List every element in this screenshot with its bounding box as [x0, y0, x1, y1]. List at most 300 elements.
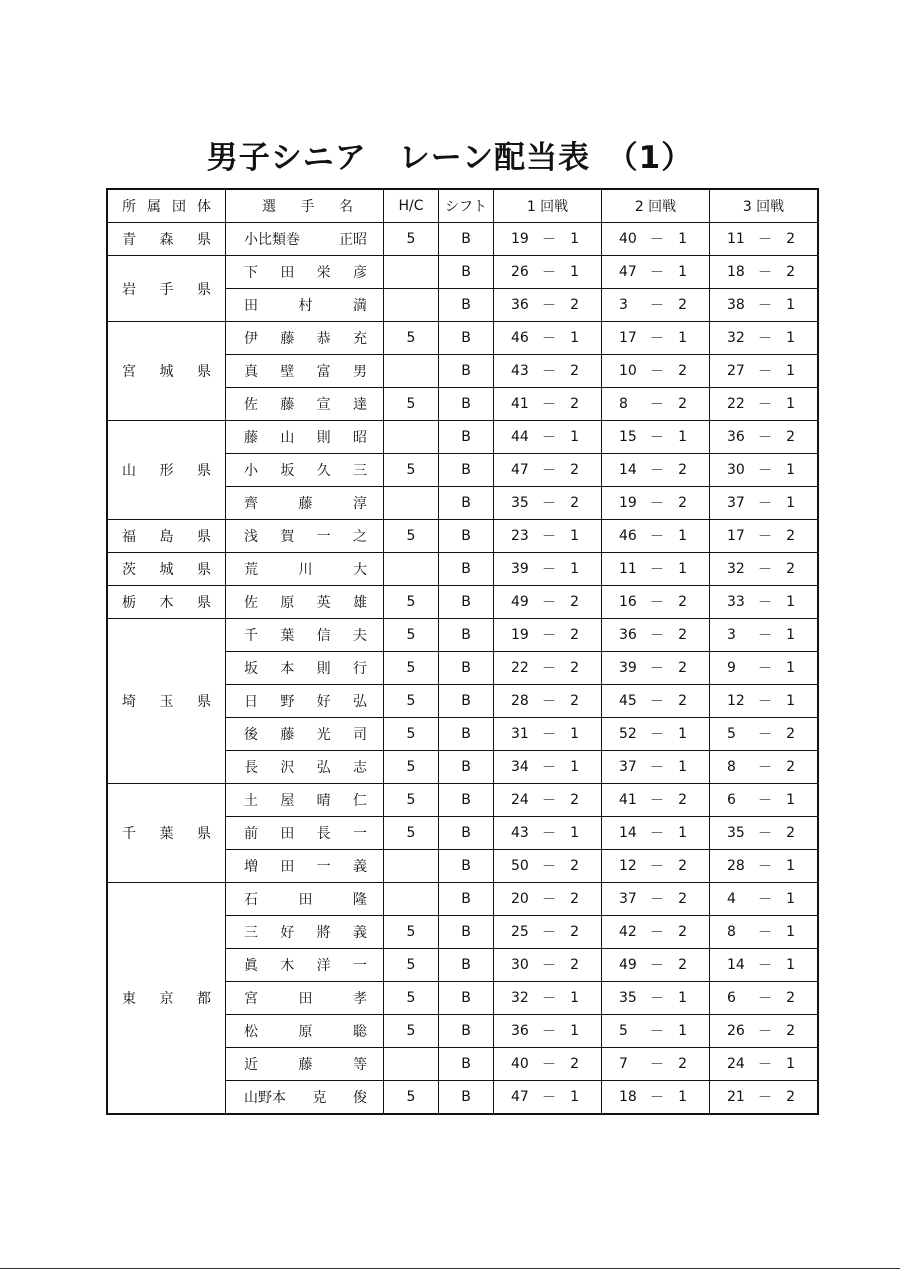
- shift-cell: B: [439, 850, 494, 883]
- shift-cell: B: [439, 421, 494, 454]
- lane-dash: －: [542, 892, 556, 908]
- team-name-char: 宮: [122, 364, 136, 380]
- player-name-part: 屋: [280, 793, 295, 809]
- game-1-lane-cell: [494, 1048, 602, 1081]
- lane-number: 35: [727, 825, 745, 841]
- lane-dash: －: [650, 925, 664, 941]
- player-name-part: 小比類巻: [244, 232, 300, 248]
- lane-dash: －: [542, 298, 556, 314]
- player-name-part: 田: [280, 826, 295, 842]
- header-name-char: 手: [300, 199, 315, 215]
- lane-number: 11: [619, 561, 637, 577]
- game-2-lane-cell: [602, 982, 710, 1015]
- handicap-cell: 5: [384, 586, 439, 619]
- lane-number: 49: [511, 594, 529, 610]
- lane-number: 30: [727, 462, 745, 478]
- lane-dash: －: [650, 1057, 664, 1073]
- game-2-lane-cell: [602, 1048, 710, 1081]
- lane-side: 1: [786, 891, 795, 907]
- lane-number: 39: [511, 561, 529, 577]
- player-name-part: 伊: [244, 331, 258, 347]
- lane-dash: －: [758, 1024, 772, 1040]
- player-name-part: 正昭: [339, 232, 367, 248]
- game-1-lane-cell: [494, 289, 602, 322]
- lane-number: 18: [619, 1089, 637, 1105]
- player-name-part: 土: [244, 793, 258, 809]
- player-name-part: 浅: [244, 529, 258, 545]
- lane-number: 23: [511, 528, 529, 544]
- game-2-lane-cell: [602, 685, 710, 718]
- game-3-lane-cell: [710, 718, 819, 751]
- player-name-part: 満: [353, 298, 367, 314]
- game-3-lane-cell: [710, 1081, 819, 1115]
- lane-side: 2: [570, 693, 579, 709]
- lane-side: 1: [786, 297, 795, 313]
- lane-number: 15: [619, 429, 637, 445]
- player-name-part: 昭: [352, 430, 367, 446]
- game-3-lane-cell: [710, 388, 819, 421]
- player-name-part: 晴: [316, 793, 331, 809]
- header-name-char: 名: [339, 199, 353, 215]
- player-name-part: 千: [244, 628, 258, 644]
- lane-number: 37: [619, 891, 637, 907]
- lane-number: 17: [619, 330, 637, 346]
- game-1-lane-cell: [494, 223, 602, 256]
- player-name-cell: [226, 520, 384, 553]
- game-1-lane-cell: [494, 718, 602, 751]
- handicap-cell: 5: [384, 652, 439, 685]
- player-name-part: 藤: [280, 331, 295, 347]
- team-cell: [107, 586, 226, 619]
- lane-dash: －: [758, 991, 772, 1007]
- lane-side: 1: [786, 858, 795, 874]
- game-3-lane-cell: [710, 520, 819, 553]
- shift-cell: B: [439, 1048, 494, 1081]
- lane-dash: －: [650, 595, 664, 611]
- lane-number: 20: [511, 891, 529, 907]
- lane-number: 14: [727, 957, 745, 973]
- shift-cell: B: [439, 586, 494, 619]
- player-name-cell: [226, 1048, 384, 1081]
- player-name-part: 田: [298, 892, 313, 908]
- lane-number: 31: [511, 726, 529, 742]
- player-name-part: 後: [244, 727, 258, 743]
- player-name-cell: [226, 289, 384, 322]
- lane-side: 1: [678, 264, 687, 280]
- lane-dash: －: [650, 694, 664, 710]
- lane-dash: －: [542, 1057, 556, 1073]
- lane-dash: －: [650, 661, 664, 677]
- lane-side: 1: [678, 231, 687, 247]
- team-name-char: 栃: [122, 595, 136, 611]
- lane-side: 1: [570, 528, 579, 544]
- handicap-cell: 5: [384, 685, 439, 718]
- lane-number: 43: [511, 825, 529, 841]
- lane-side: 2: [678, 792, 687, 808]
- handicap-cell: 5: [384, 1015, 439, 1048]
- game-2-lane-cell: [602, 289, 710, 322]
- game-3-lane-cell: [710, 685, 819, 718]
- lane-side: 1: [570, 561, 579, 577]
- lane-side: 1: [678, 759, 687, 775]
- lane-side: 2: [786, 264, 795, 280]
- game-1-lane-cell: [494, 916, 602, 949]
- table-row: [107, 520, 818, 553]
- lane-dash: －: [758, 265, 772, 281]
- player-name-cell: [226, 421, 384, 454]
- lane-number: 9: [727, 660, 736, 676]
- handicap-cell: 5: [384, 322, 439, 355]
- lane-number: 38: [727, 297, 745, 313]
- lane-dash: －: [650, 562, 664, 578]
- lane-dash: －: [542, 826, 556, 842]
- game-2-lane-cell: [602, 388, 710, 421]
- player-name-part: 志: [352, 760, 367, 776]
- player-name-part: 荒: [244, 562, 258, 578]
- game-3-lane-cell: [710, 586, 819, 619]
- lane-number: 24: [727, 1056, 745, 1072]
- game-1-lane-cell: [494, 553, 602, 586]
- lane-dash: －: [650, 892, 664, 908]
- lane-dash: －: [758, 760, 772, 776]
- player-name-part: 真: [244, 364, 258, 380]
- team-name-char: 岩: [122, 281, 136, 298]
- team-name-char: 東: [122, 991, 136, 1007]
- lane-side: 1: [786, 693, 795, 709]
- game-3-lane-cell: [710, 289, 819, 322]
- player-name-part: 田: [244, 298, 258, 314]
- lane-side: 1: [570, 231, 579, 247]
- lane-side: 1: [570, 264, 579, 280]
- handicap-cell: 5: [384, 916, 439, 949]
- lane-number: 47: [619, 264, 637, 280]
- game-2-lane-cell: [602, 355, 710, 388]
- lane-number: 28: [511, 693, 529, 709]
- player-name-cell: [226, 718, 384, 751]
- lane-dash: －: [650, 991, 664, 1007]
- player-name-part: 田: [280, 265, 295, 281]
- player-name-part: 信: [316, 628, 331, 644]
- lane-side: 2: [678, 495, 687, 511]
- game-1-lane-cell: [494, 355, 602, 388]
- team-name-char: 手: [159, 281, 174, 298]
- team-name-char: 福: [122, 529, 136, 545]
- lane-side: 2: [786, 825, 795, 841]
- lane-dash: －: [542, 727, 556, 743]
- lane-side: 2: [786, 561, 795, 577]
- player-name-part: 充: [352, 331, 367, 347]
- team-name-char: 県: [197, 364, 211, 380]
- game-2-lane-cell: [602, 256, 710, 289]
- game-1-lane-cell: [494, 883, 602, 916]
- team-name-char: 城: [159, 562, 174, 578]
- player-name-part: 原: [298, 1024, 313, 1040]
- game-2-lane-cell: [602, 817, 710, 850]
- lane-dash: －: [650, 463, 664, 479]
- team-name-char: 形: [159, 463, 174, 479]
- lane-side: 2: [570, 627, 579, 643]
- player-name-part: 増: [244, 859, 258, 875]
- player-name-cell: [226, 949, 384, 982]
- shift-cell: B: [439, 487, 494, 520]
- lane-dash: －: [542, 1090, 556, 1106]
- lane-dash: －: [542, 463, 556, 479]
- player-name-part: 木: [280, 958, 295, 974]
- game-3-lane-cell: [710, 619, 819, 652]
- game-2-lane-cell: [602, 718, 710, 751]
- lane-side: 1: [786, 396, 795, 412]
- lane-dash: －: [758, 232, 772, 248]
- player-name-part: 則: [316, 430, 331, 446]
- player-name-cell: [226, 652, 384, 685]
- player-name-cell: [226, 1015, 384, 1048]
- lane-side: 2: [678, 660, 687, 676]
- team-name-char: 島: [159, 529, 174, 545]
- lane-side: 2: [678, 297, 687, 313]
- player-name-part: 久: [316, 463, 331, 479]
- shift-cell: B: [439, 751, 494, 784]
- lane-dash: －: [758, 331, 772, 347]
- shift-cell: B: [439, 256, 494, 289]
- player-name-cell: [226, 784, 384, 817]
- game-1-lane-cell: [494, 586, 602, 619]
- lane-dash: －: [758, 694, 772, 710]
- handicap-cell: 5: [384, 619, 439, 652]
- game-2-lane-cell: [602, 1015, 710, 1048]
- lane-dash: －: [650, 727, 664, 743]
- player-name-part: 佐: [244, 595, 258, 611]
- handicap-cell: 5: [384, 520, 439, 553]
- player-name-part: 松: [244, 1024, 258, 1040]
- player-name-part: 義: [352, 859, 367, 875]
- player-name-part: 司: [352, 727, 367, 743]
- lane-side: 2: [570, 495, 579, 511]
- lane-dash: －: [758, 298, 772, 314]
- game-2-lane-cell: [602, 850, 710, 883]
- shift-cell: B: [439, 652, 494, 685]
- shift-cell: B: [439, 454, 494, 487]
- header-team-char: 所: [122, 199, 136, 215]
- lane-number: 26: [511, 264, 529, 280]
- player-name-cell: [226, 487, 384, 520]
- player-name-cell: [226, 322, 384, 355]
- player-name-part: 佐: [244, 397, 258, 413]
- shift-cell: B: [439, 916, 494, 949]
- handicap-cell: [384, 355, 439, 388]
- player-name-part: 石: [244, 892, 258, 908]
- handicap-cell: 5: [384, 388, 439, 421]
- lane-number: 17: [727, 528, 745, 544]
- lane-side: 1: [786, 792, 795, 808]
- handicap-cell: 5: [384, 223, 439, 256]
- game-1-lane-cell: [494, 1081, 602, 1115]
- lane-side: 2: [678, 363, 687, 379]
- lane-dash: －: [758, 364, 772, 380]
- shift-cell: B: [439, 223, 494, 256]
- player-name-part: 藤: [244, 430, 258, 446]
- lane-side: 1: [570, 726, 579, 742]
- lane-dash: －: [758, 793, 772, 809]
- player-name-cell: [226, 619, 384, 652]
- team-cell: [107, 784, 226, 883]
- handicap-cell: [384, 553, 439, 586]
- shift-cell: B: [439, 883, 494, 916]
- handicap-cell: [384, 289, 439, 322]
- player-name-part: 眞: [244, 958, 258, 974]
- header-handicap: H/C: [384, 189, 439, 223]
- game-2-lane-cell: [602, 949, 710, 982]
- lane-dash: －: [758, 826, 772, 842]
- lane-number: 30: [511, 957, 529, 973]
- player-name-part: 藤: [280, 727, 295, 743]
- shift-cell: B: [439, 982, 494, 1015]
- lane-number: 42: [619, 924, 637, 940]
- player-name-part: 孝: [353, 991, 367, 1007]
- lane-number: 24: [511, 792, 529, 808]
- lane-side: 1: [786, 627, 795, 643]
- lane-number: 19: [511, 627, 529, 643]
- lane-number: 22: [511, 660, 529, 676]
- game-2-lane-cell: [602, 1081, 710, 1115]
- lane-side: 2: [678, 858, 687, 874]
- player-name-part: 藤: [280, 397, 295, 413]
- lane-dash: －: [542, 1024, 556, 1040]
- lane-dash: －: [650, 529, 664, 545]
- lane-dash: －: [758, 1057, 772, 1073]
- lane-dash: －: [758, 397, 772, 413]
- lane-dash: －: [758, 430, 772, 446]
- lane-side: 1: [678, 990, 687, 1006]
- game-1-lane-cell: [494, 982, 602, 1015]
- shift-cell: B: [439, 322, 494, 355]
- team-name-char: 青: [122, 232, 136, 248]
- player-name-part: 長: [316, 826, 331, 842]
- page-title: 男子シニア レーン配当表 （1）: [206, 140, 694, 176]
- table-row: [107, 256, 818, 289]
- lane-side: 1: [678, 330, 687, 346]
- lane-side: 1: [786, 594, 795, 610]
- lane-dash: －: [758, 529, 772, 545]
- table-row: [107, 421, 818, 454]
- player-name-part: 沢: [280, 760, 295, 776]
- player-name-part: 日: [244, 694, 258, 710]
- player-name-part: 一: [316, 529, 331, 545]
- shift-cell: B: [439, 553, 494, 586]
- lane-dash: －: [650, 397, 664, 413]
- game-3-lane-cell: [710, 784, 819, 817]
- lane-side: 2: [678, 627, 687, 643]
- game-3-lane-cell: [710, 817, 819, 850]
- lane-dash: －: [650, 628, 664, 644]
- lane-number: 36: [727, 429, 745, 445]
- lane-number: 52: [619, 726, 637, 742]
- player-name-part: 田: [280, 859, 295, 875]
- header-row: [107, 189, 818, 223]
- player-name-part: 宮: [244, 991, 258, 1007]
- lane-dash: －: [758, 628, 772, 644]
- player-name-part: 男: [352, 364, 367, 380]
- game-2-lane-cell: [602, 586, 710, 619]
- table-row: [107, 883, 818, 916]
- lane-number: 12: [619, 858, 637, 874]
- player-name-part: 英: [316, 595, 331, 611]
- game-1-lane-cell: [494, 487, 602, 520]
- lane-side: 2: [678, 462, 687, 478]
- lane-side: 2: [678, 924, 687, 940]
- player-name-part: 等: [353, 1057, 367, 1073]
- game-3-lane-cell: [710, 949, 819, 982]
- player-name-cell: [226, 982, 384, 1015]
- lane-dash: －: [542, 628, 556, 644]
- lane-number: 6: [727, 990, 736, 1006]
- lane-side: 1: [570, 1089, 579, 1105]
- lane-number: 32: [727, 561, 745, 577]
- handicap-cell: [384, 883, 439, 916]
- lane-number: 45: [619, 693, 637, 709]
- player-name-part: 之: [352, 529, 367, 545]
- player-name-part: 藤: [298, 496, 313, 512]
- player-name-part: 洋: [316, 958, 331, 974]
- lane-number: 5: [727, 726, 736, 742]
- team-name-char: 城: [159, 364, 174, 380]
- lane-dash: －: [542, 331, 556, 347]
- player-name-part: 田: [298, 991, 313, 1007]
- team-name-char: 山: [122, 463, 136, 479]
- game-3-lane-cell: [710, 982, 819, 1015]
- game-1-lane-cell: [494, 520, 602, 553]
- game-2-lane-cell: [602, 322, 710, 355]
- lane-dash: －: [758, 1090, 772, 1106]
- lane-dash: －: [650, 760, 664, 776]
- lane-dash: －: [542, 760, 556, 776]
- lane-dash: －: [542, 397, 556, 413]
- player-name-part: 一: [316, 859, 331, 875]
- lane-dash: －: [542, 430, 556, 446]
- player-name-part: 俊: [353, 1090, 367, 1106]
- lane-side: 2: [570, 396, 579, 412]
- lane-dash: －: [650, 1090, 664, 1106]
- lane-number: 43: [511, 363, 529, 379]
- lane-dash: －: [542, 496, 556, 512]
- table-row: [107, 553, 818, 586]
- lane-number: 35: [511, 495, 529, 511]
- lane-number: 36: [511, 297, 529, 313]
- game-3-lane-cell: [710, 850, 819, 883]
- lane-dash: －: [758, 958, 772, 974]
- game-2-lane-cell: [602, 619, 710, 652]
- lane-number: 18: [727, 264, 745, 280]
- shift-cell: B: [439, 520, 494, 553]
- header-game-1: 1 回戦: [494, 189, 602, 223]
- player-name-cell: [226, 223, 384, 256]
- player-name-cell: [226, 586, 384, 619]
- lane-number: 10: [619, 363, 637, 379]
- lane-dash: －: [650, 298, 664, 314]
- lane-number: 50: [511, 858, 529, 874]
- lane-side: 1: [786, 462, 795, 478]
- lane-dash: －: [650, 496, 664, 512]
- lane-side: 1: [786, 660, 795, 676]
- handicap-cell: 5: [384, 1081, 439, 1115]
- footer-rule: [0, 1268, 900, 1269]
- header-team-char: 体: [197, 199, 211, 215]
- lane-number: 46: [511, 330, 529, 346]
- player-name-part: 坂: [280, 463, 295, 479]
- lane-dash: －: [758, 859, 772, 875]
- player-name-part: 義: [352, 925, 367, 941]
- lane-side: 2: [786, 429, 795, 445]
- lane-side: 1: [678, 561, 687, 577]
